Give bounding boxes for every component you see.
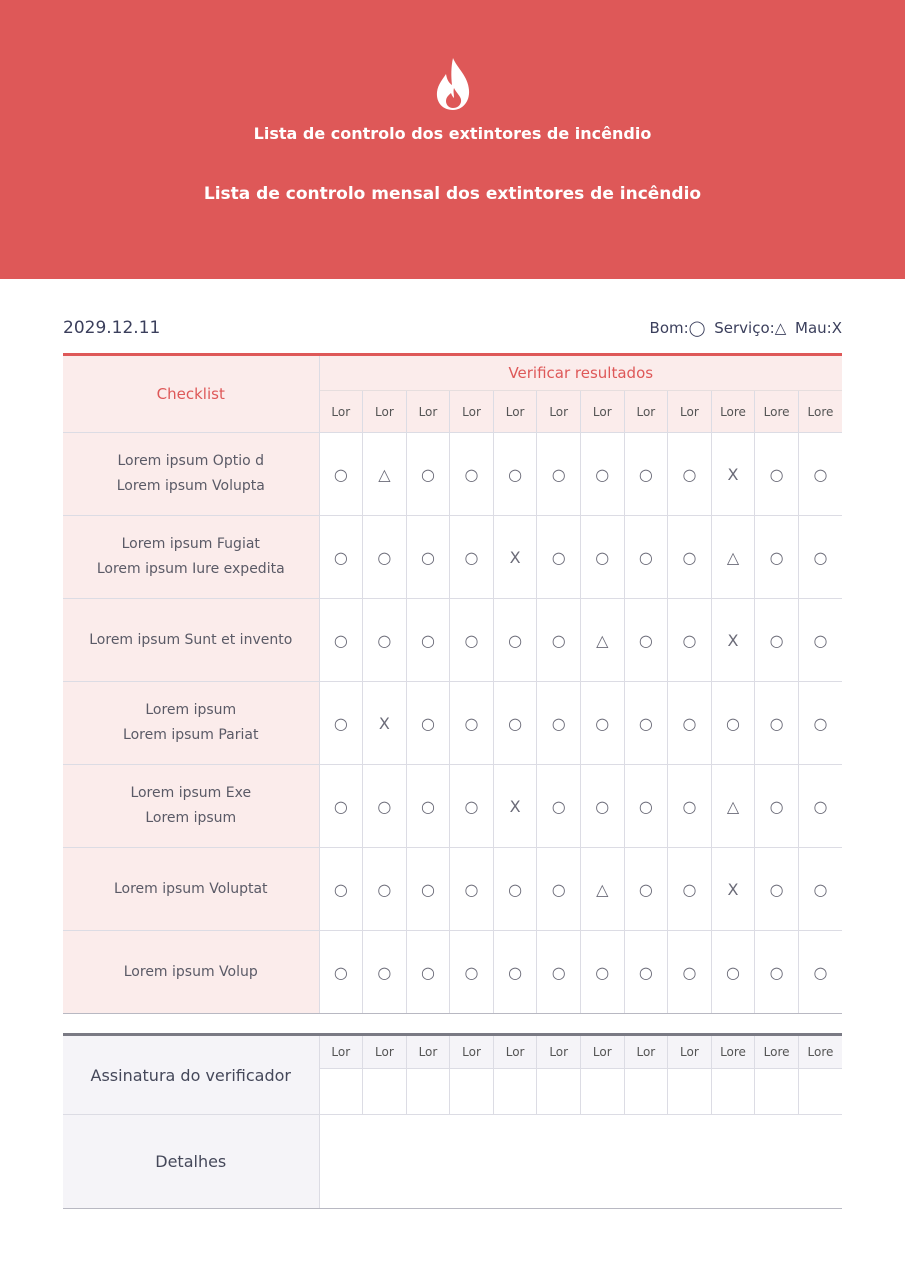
result-mark[interactable]: ○ bbox=[450, 931, 494, 1014]
signature-column-header: Lore bbox=[755, 1035, 799, 1069]
table-row bbox=[63, 682, 842, 765]
result-mark[interactable]: ○ bbox=[798, 848, 842, 931]
signature-column-header: Lor bbox=[624, 1035, 668, 1069]
result-mark[interactable]: ○ bbox=[798, 682, 842, 765]
header-banner bbox=[0, 0, 905, 279]
column-header: Lor bbox=[624, 391, 668, 433]
result-mark[interactable]: ○ bbox=[624, 433, 668, 516]
result-mark[interactable]: ○ bbox=[668, 433, 712, 516]
result-mark[interactable]: ○ bbox=[798, 765, 842, 848]
checklist-item-line2: Lorem ipsum Pariat bbox=[123, 727, 259, 743]
signature-column-header: Lor bbox=[668, 1035, 712, 1069]
result-mark[interactable]: ○ bbox=[537, 765, 581, 848]
column-header: Lore bbox=[711, 391, 755, 433]
signature-column-header: Lor bbox=[363, 1035, 407, 1069]
result-mark[interactable]: ○ bbox=[363, 931, 407, 1014]
signature-column-header: Lor bbox=[537, 1035, 581, 1069]
checklist-item bbox=[63, 599, 319, 682]
result-mark[interactable]: ○ bbox=[711, 931, 755, 1014]
checklist-item bbox=[63, 682, 319, 765]
checklist-item-line1: Lorem ipsum Voluptat bbox=[113, 880, 268, 897]
result-mark[interactable]: ○ bbox=[798, 931, 842, 1014]
legend bbox=[646, 319, 842, 337]
result-mark[interactable]: ○ bbox=[580, 765, 624, 848]
result-mark[interactable]: ○ bbox=[537, 599, 581, 682]
signature-field[interactable] bbox=[363, 1069, 407, 1115]
column-header: Lor bbox=[493, 391, 537, 433]
checklist-table bbox=[63, 353, 842, 1014]
result-mark[interactable]: ○ bbox=[668, 682, 712, 765]
signature-field[interactable] bbox=[450, 1069, 494, 1115]
result-mark[interactable]: ○ bbox=[537, 682, 581, 765]
result-mark[interactable]: ○ bbox=[363, 516, 407, 599]
checklist-item-line1: Lorem ipsum Exe bbox=[130, 785, 252, 801]
column-header: Lor bbox=[363, 391, 407, 433]
result-mark[interactable]: ○ bbox=[363, 765, 407, 848]
signature-field[interactable] bbox=[711, 1069, 755, 1115]
checklist-item-line1: Lorem ipsum Volup bbox=[123, 963, 258, 980]
result-mark[interactable]: △ bbox=[580, 848, 624, 931]
checklist-item-line1: Lorem ipsum bbox=[145, 702, 237, 718]
column-header: Lore bbox=[798, 391, 842, 433]
result-mark[interactable]: ○ bbox=[755, 682, 799, 765]
signature-column-header: Lor bbox=[493, 1035, 537, 1069]
result-mark[interactable]: ○ bbox=[493, 848, 537, 931]
column-header: Lor bbox=[319, 391, 363, 433]
checklist-item-line2: Lorem ipsum Iure expedita bbox=[96, 561, 285, 577]
result-mark[interactable]: ○ bbox=[537, 516, 581, 599]
result-mark[interactable]: △ bbox=[363, 433, 407, 516]
result-mark[interactable]: ○ bbox=[493, 931, 537, 1014]
result-mark[interactable]: ○ bbox=[319, 599, 363, 682]
column-header: Lor bbox=[580, 391, 624, 433]
result-mark[interactable]: ○ bbox=[363, 848, 407, 931]
checklist-item-line2: Lorem ipsum bbox=[145, 810, 237, 826]
result-mark[interactable]: ○ bbox=[319, 931, 363, 1014]
result-mark[interactable]: X bbox=[711, 599, 755, 682]
table-row bbox=[63, 516, 842, 599]
date-label: 2029.12.11 bbox=[63, 318, 161, 338]
result-mark[interactable]: X bbox=[711, 433, 755, 516]
result-mark[interactable]: ○ bbox=[755, 931, 799, 1014]
signature-column-header: Lore bbox=[798, 1035, 842, 1069]
result-mark[interactable]: ○ bbox=[406, 682, 450, 765]
result-mark[interactable]: ○ bbox=[406, 848, 450, 931]
signature-field[interactable] bbox=[406, 1069, 450, 1115]
result-mark[interactable]: ○ bbox=[450, 682, 494, 765]
result-mark[interactable]: ○ bbox=[668, 516, 712, 599]
result-mark[interactable]: ○ bbox=[755, 516, 799, 599]
result-mark[interactable]: ○ bbox=[580, 931, 624, 1014]
table-row bbox=[63, 848, 842, 931]
column-header: Lor bbox=[450, 391, 494, 433]
result-mark[interactable]: ○ bbox=[319, 433, 363, 516]
result-mark[interactable]: ○ bbox=[450, 599, 494, 682]
result-mark[interactable]: ○ bbox=[798, 433, 842, 516]
result-mark[interactable]: ○ bbox=[319, 765, 363, 848]
checklist-item-line2: Lorem ipsum Volupta bbox=[116, 478, 265, 494]
result-mark[interactable]: ○ bbox=[406, 599, 450, 682]
result-mark[interactable]: X bbox=[493, 516, 537, 599]
result-mark[interactable]: ○ bbox=[624, 765, 668, 848]
signature-table bbox=[63, 1033, 842, 1209]
result-mark[interactable]: ○ bbox=[755, 848, 799, 931]
result-mark[interactable]: ○ bbox=[580, 433, 624, 516]
results-header: Verificar resultados bbox=[319, 355, 842, 391]
details-field[interactable] bbox=[319, 1115, 842, 1209]
result-mark[interactable]: ○ bbox=[624, 682, 668, 765]
signature-field[interactable] bbox=[580, 1069, 624, 1115]
result-mark[interactable]: ○ bbox=[624, 848, 668, 931]
checklist-item bbox=[63, 433, 319, 516]
result-mark[interactable]: △ bbox=[580, 599, 624, 682]
checklist-item-line1: Lorem ipsum Optio d bbox=[117, 453, 264, 469]
result-mark[interactable]: ○ bbox=[493, 433, 537, 516]
checklist-item bbox=[63, 765, 319, 848]
result-mark[interactable]: △ bbox=[711, 516, 755, 599]
flame-icon bbox=[432, 56, 474, 112]
legend-good: Bom:◯ bbox=[649, 319, 706, 337]
signature-field[interactable] bbox=[798, 1069, 842, 1115]
legend-bad: Mau:X bbox=[795, 319, 842, 337]
result-mark[interactable]: ○ bbox=[450, 516, 494, 599]
result-mark[interactable]: ○ bbox=[668, 765, 712, 848]
result-mark[interactable]: ○ bbox=[319, 516, 363, 599]
result-mark[interactable]: ○ bbox=[450, 848, 494, 931]
result-mark[interactable]: ○ bbox=[537, 848, 581, 931]
checklist-item-line1: Lorem ipsum Fugiat bbox=[121, 536, 260, 552]
signature-field[interactable] bbox=[755, 1069, 799, 1115]
column-header: Lore bbox=[755, 391, 799, 433]
result-mark[interactable]: ○ bbox=[624, 516, 668, 599]
result-mark[interactable]: ○ bbox=[668, 848, 712, 931]
result-mark[interactable]: ○ bbox=[580, 516, 624, 599]
page-title: Lista de controlo dos extintores de incêndio bbox=[253, 124, 652, 143]
signature-field[interactable] bbox=[668, 1069, 712, 1115]
result-mark[interactable]: ○ bbox=[798, 599, 842, 682]
result-mark[interactable]: ○ bbox=[319, 682, 363, 765]
result-mark[interactable]: ○ bbox=[493, 599, 537, 682]
checklist-item bbox=[63, 516, 319, 599]
result-mark[interactable]: X bbox=[711, 848, 755, 931]
column-header: Lor bbox=[537, 391, 581, 433]
table-row bbox=[63, 599, 842, 682]
result-mark[interactable]: ○ bbox=[755, 433, 799, 516]
result-mark[interactable]: ○ bbox=[537, 433, 581, 516]
signature-column-header: Lor bbox=[406, 1035, 450, 1069]
result-mark[interactable]: ○ bbox=[537, 931, 581, 1014]
signature-field[interactable] bbox=[319, 1069, 363, 1115]
result-mark[interactable]: ○ bbox=[798, 516, 842, 599]
result-mark[interactable]: ○ bbox=[580, 682, 624, 765]
signature-field[interactable] bbox=[624, 1069, 668, 1115]
table-row bbox=[63, 765, 842, 848]
table-row bbox=[63, 931, 842, 1014]
result-mark[interactable]: ○ bbox=[624, 599, 668, 682]
signature-column-header: Lor bbox=[319, 1035, 363, 1069]
signature-field[interactable] bbox=[537, 1069, 581, 1115]
result-mark[interactable]: ○ bbox=[319, 848, 363, 931]
signature-field[interactable] bbox=[493, 1069, 537, 1115]
checklist-item bbox=[63, 931, 319, 1014]
checklist-item bbox=[63, 848, 319, 931]
result-mark[interactable]: ○ bbox=[493, 682, 537, 765]
signature-label: Assinatura do verificador bbox=[63, 1035, 319, 1115]
result-mark[interactable]: X bbox=[363, 682, 407, 765]
result-mark[interactable]: X bbox=[493, 765, 537, 848]
result-mark[interactable]: ○ bbox=[755, 599, 799, 682]
signature-column-header: Lor bbox=[580, 1035, 624, 1069]
result-mark[interactable]: ○ bbox=[406, 433, 450, 516]
column-header: Lor bbox=[668, 391, 712, 433]
result-mark[interactable]: ○ bbox=[450, 765, 494, 848]
legend-service: Serviço:△ bbox=[714, 319, 787, 337]
result-mark[interactable]: ○ bbox=[668, 931, 712, 1014]
signature-column-header: Lore bbox=[711, 1035, 755, 1069]
checklist-header: Checklist bbox=[63, 355, 319, 433]
result-mark[interactable]: ○ bbox=[668, 599, 712, 682]
result-mark[interactable]: ○ bbox=[406, 931, 450, 1014]
result-mark[interactable]: ○ bbox=[406, 765, 450, 848]
result-mark[interactable]: ○ bbox=[450, 433, 494, 516]
column-header: Lor bbox=[406, 391, 450, 433]
result-mark[interactable]: ○ bbox=[624, 931, 668, 1014]
result-mark[interactable]: ○ bbox=[755, 765, 799, 848]
page-subtitle: Lista de controlo mensal dos extintores de incêndio bbox=[203, 184, 702, 204]
checklist-item-line1: Lorem ipsum Sunt et invento bbox=[89, 631, 293, 648]
signature-column-header: Lor bbox=[450, 1035, 494, 1069]
details-label: Detalhes bbox=[63, 1115, 319, 1209]
result-mark[interactable]: △ bbox=[711, 765, 755, 848]
table-row bbox=[63, 433, 842, 516]
result-mark[interactable]: ○ bbox=[711, 682, 755, 765]
result-mark[interactable]: ○ bbox=[406, 516, 450, 599]
result-mark[interactable]: ○ bbox=[363, 599, 407, 682]
